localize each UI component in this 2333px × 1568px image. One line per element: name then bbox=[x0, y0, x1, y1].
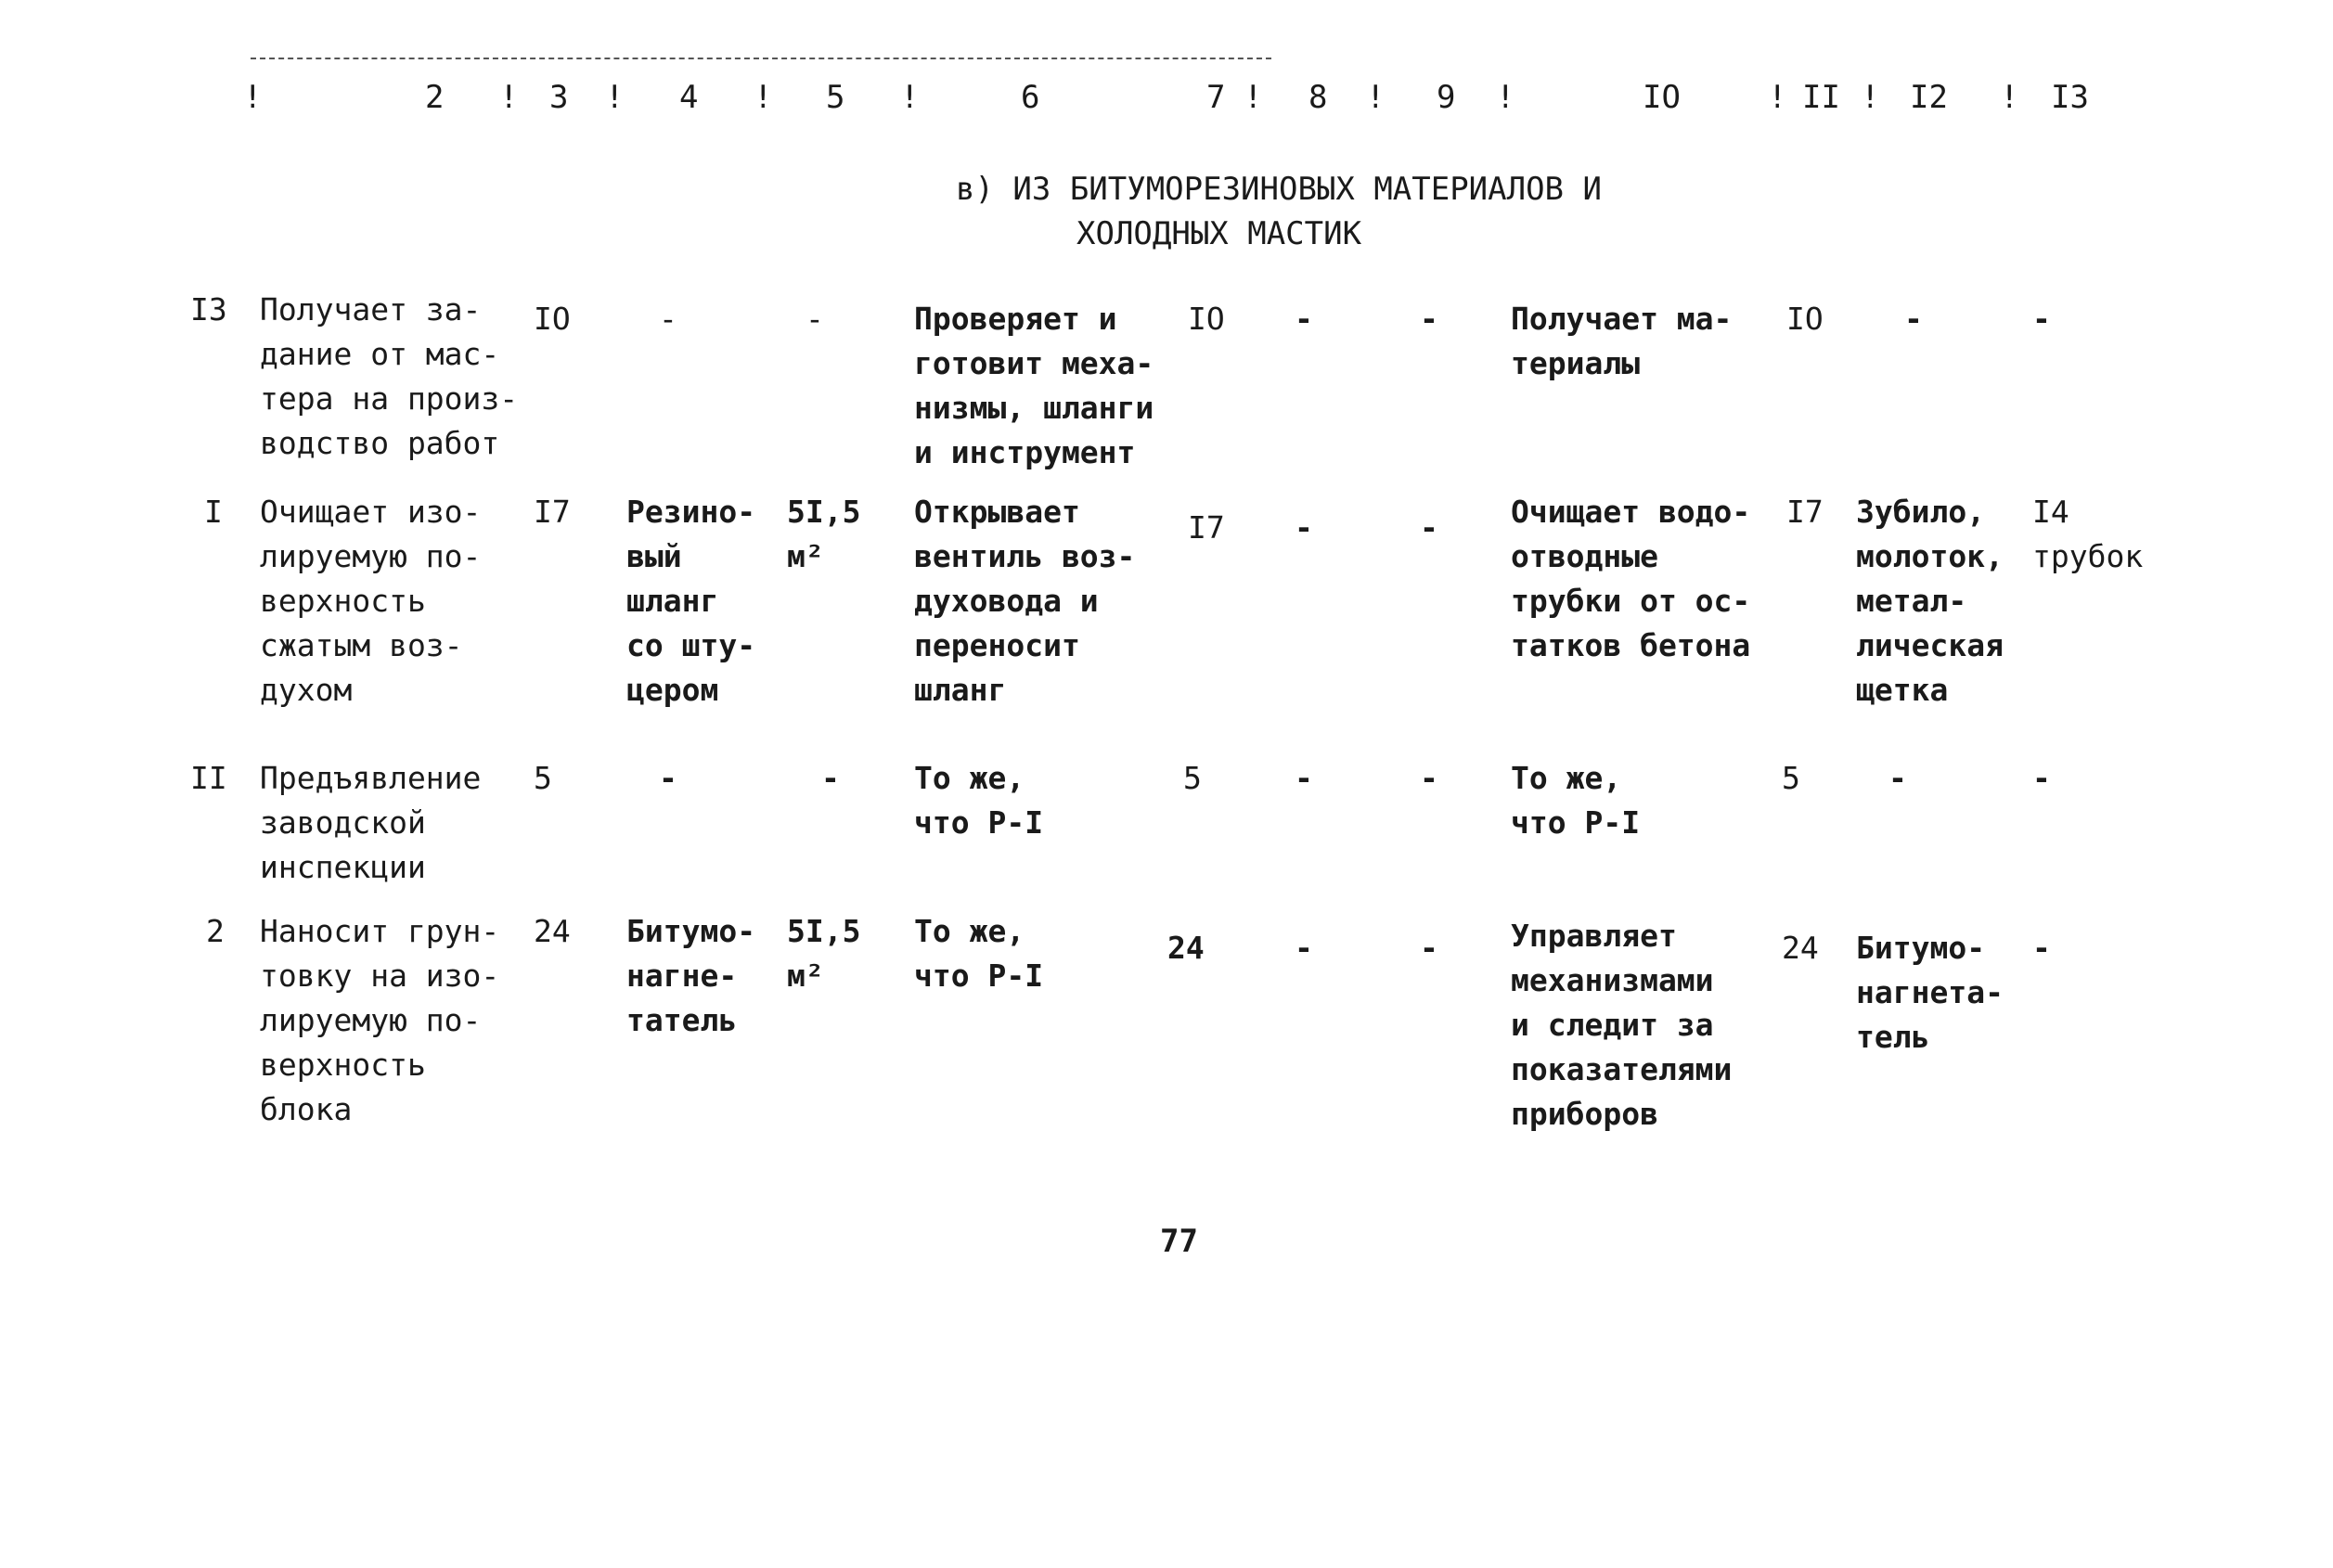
time-worker-2: IO bbox=[1188, 301, 1225, 337]
tool-worker-2: - bbox=[1295, 760, 1313, 796]
header-col-9: 9 bbox=[1437, 79, 1456, 116]
time-worker-1: 5 bbox=[534, 760, 552, 796]
header-col-4: 4 bbox=[679, 79, 699, 116]
header-separator: ! bbox=[2000, 79, 2019, 116]
time-worker-2: 24 bbox=[1167, 930, 1205, 966]
tool-worker-1: Резино- вый шланг со шту- цером bbox=[626, 494, 756, 708]
header-separator: ! bbox=[1496, 79, 1515, 116]
operation-worker-1: Получает за- дание от мас- тера на произ- водство работ bbox=[260, 291, 519, 461]
section-title bbox=[956, 167, 1791, 256]
time-worker-3: IO bbox=[1786, 301, 1824, 337]
time-worker-3: I7 bbox=[1786, 494, 1824, 530]
volume-worker-2: - bbox=[1420, 509, 1438, 546]
operation-worker-2: Открывает вентиль воз- духовода и переносит шланг bbox=[914, 494, 1136, 708]
header-col-3: 3 bbox=[549, 79, 569, 116]
header-col-7: 7 bbox=[1206, 79, 1226, 116]
header-col-13: I3 bbox=[2051, 79, 2089, 116]
volume-worker-3: - bbox=[2032, 760, 2051, 796]
time-worker-1: 24 bbox=[534, 913, 571, 949]
tool-worker-1: - bbox=[659, 760, 677, 796]
section-title-line-2: ХОЛОДНЫХ МАСТИК bbox=[1076, 215, 1362, 252]
tool-worker-2: - bbox=[1295, 301, 1313, 337]
operation-worker-1: Предъявление заводской инспекции bbox=[260, 760, 482, 885]
header-col-12: I2 bbox=[1910, 79, 1948, 116]
operation-worker-1: Очищает изо- лируемую по- верхность сжатым воз- духом bbox=[260, 494, 482, 708]
header-col-5: 5 bbox=[826, 79, 845, 116]
time-worker-3: 24 bbox=[1782, 930, 1819, 966]
header-separator: ! bbox=[1244, 79, 1263, 116]
header-rule bbox=[251, 58, 1271, 59]
section-title-line-1: в) ИЗ БИТУМОРЕЗИНОВЫХ МАТЕРИАЛОВ И bbox=[956, 171, 1602, 208]
volume-worker-1: 5I,5 м² bbox=[787, 494, 861, 574]
time-worker-3: 5 bbox=[1782, 760, 1800, 796]
operation-worker-3: Очищает водо- отводные трубки от ос- татков бетона bbox=[1511, 494, 1751, 663]
header-col-10: IO bbox=[1643, 79, 1681, 116]
header-separator: ! bbox=[499, 79, 519, 116]
time-worker-2: 5 bbox=[1183, 760, 1202, 796]
header-col-11: II bbox=[1802, 79, 1840, 116]
header-separator: ! bbox=[243, 79, 263, 116]
row-number: I bbox=[204, 494, 223, 530]
operation-worker-2: То же, что Р-I bbox=[914, 913, 1044, 994]
row-number: I3 bbox=[190, 291, 227, 328]
header-separator: ! bbox=[754, 79, 773, 116]
tool-worker-2: - bbox=[1295, 930, 1313, 966]
row-number: 2 bbox=[206, 913, 225, 949]
operation-worker-3: Получает ма- териалы bbox=[1511, 301, 1733, 381]
volume-worker-1: - bbox=[821, 760, 840, 796]
tool-worker-3: - bbox=[1904, 301, 1923, 337]
header-separator: ! bbox=[900, 79, 920, 116]
volume-worker-1: - bbox=[806, 301, 824, 337]
tool-worker-3: Зубило, молоток, метал- лическая щетка bbox=[1856, 494, 2004, 708]
tool-worker-3: Битумо- нагнета- тель bbox=[1856, 930, 2004, 1055]
tool-worker-1: - bbox=[659, 301, 677, 337]
header-separator: ! bbox=[1768, 79, 1787, 116]
header-col-6: 6 bbox=[1021, 79, 1040, 116]
operation-worker-3: То же, что Р-I bbox=[1511, 760, 1641, 841]
tool-worker-3: - bbox=[1888, 760, 1907, 796]
time-worker-1: IO bbox=[534, 301, 571, 337]
operation-worker-2: Проверяет и готовит меха- низмы, шланги и инструмент bbox=[914, 301, 1154, 470]
volume-worker-2: - bbox=[1420, 760, 1438, 796]
row-number: II bbox=[190, 760, 227, 796]
header-separator: ! bbox=[605, 79, 625, 116]
operation-worker-3: Управляет механизмами и следит за показателями приборов bbox=[1511, 918, 1733, 1132]
volume-worker-3: - bbox=[2032, 301, 2051, 337]
tool-worker-1: Битумо- нагне- татель bbox=[626, 913, 756, 1038]
operation-worker-2: То же, что Р-I bbox=[914, 760, 1044, 841]
operation-worker-1: Наносит грун- товку на изо- лируемую по- верхность блока bbox=[260, 913, 500, 1127]
page-number: 77 bbox=[1160, 1223, 1198, 1260]
volume-worker-3: I4 трубок bbox=[2032, 494, 2144, 574]
tool-worker-2: - bbox=[1295, 509, 1313, 546]
volume-worker-3: - bbox=[2032, 930, 2051, 966]
volume-worker-2: - bbox=[1420, 301, 1438, 337]
volume-worker-2: - bbox=[1420, 930, 1438, 966]
header-col-8: 8 bbox=[1308, 79, 1328, 116]
time-worker-2: I7 bbox=[1188, 509, 1225, 546]
header-separator: ! bbox=[1366, 79, 1386, 116]
volume-worker-1: 5I,5 м² bbox=[787, 913, 861, 994]
time-worker-1: I7 bbox=[534, 494, 571, 530]
header-separator: ! bbox=[1861, 79, 1880, 116]
header-col-2: 2 bbox=[425, 79, 445, 116]
